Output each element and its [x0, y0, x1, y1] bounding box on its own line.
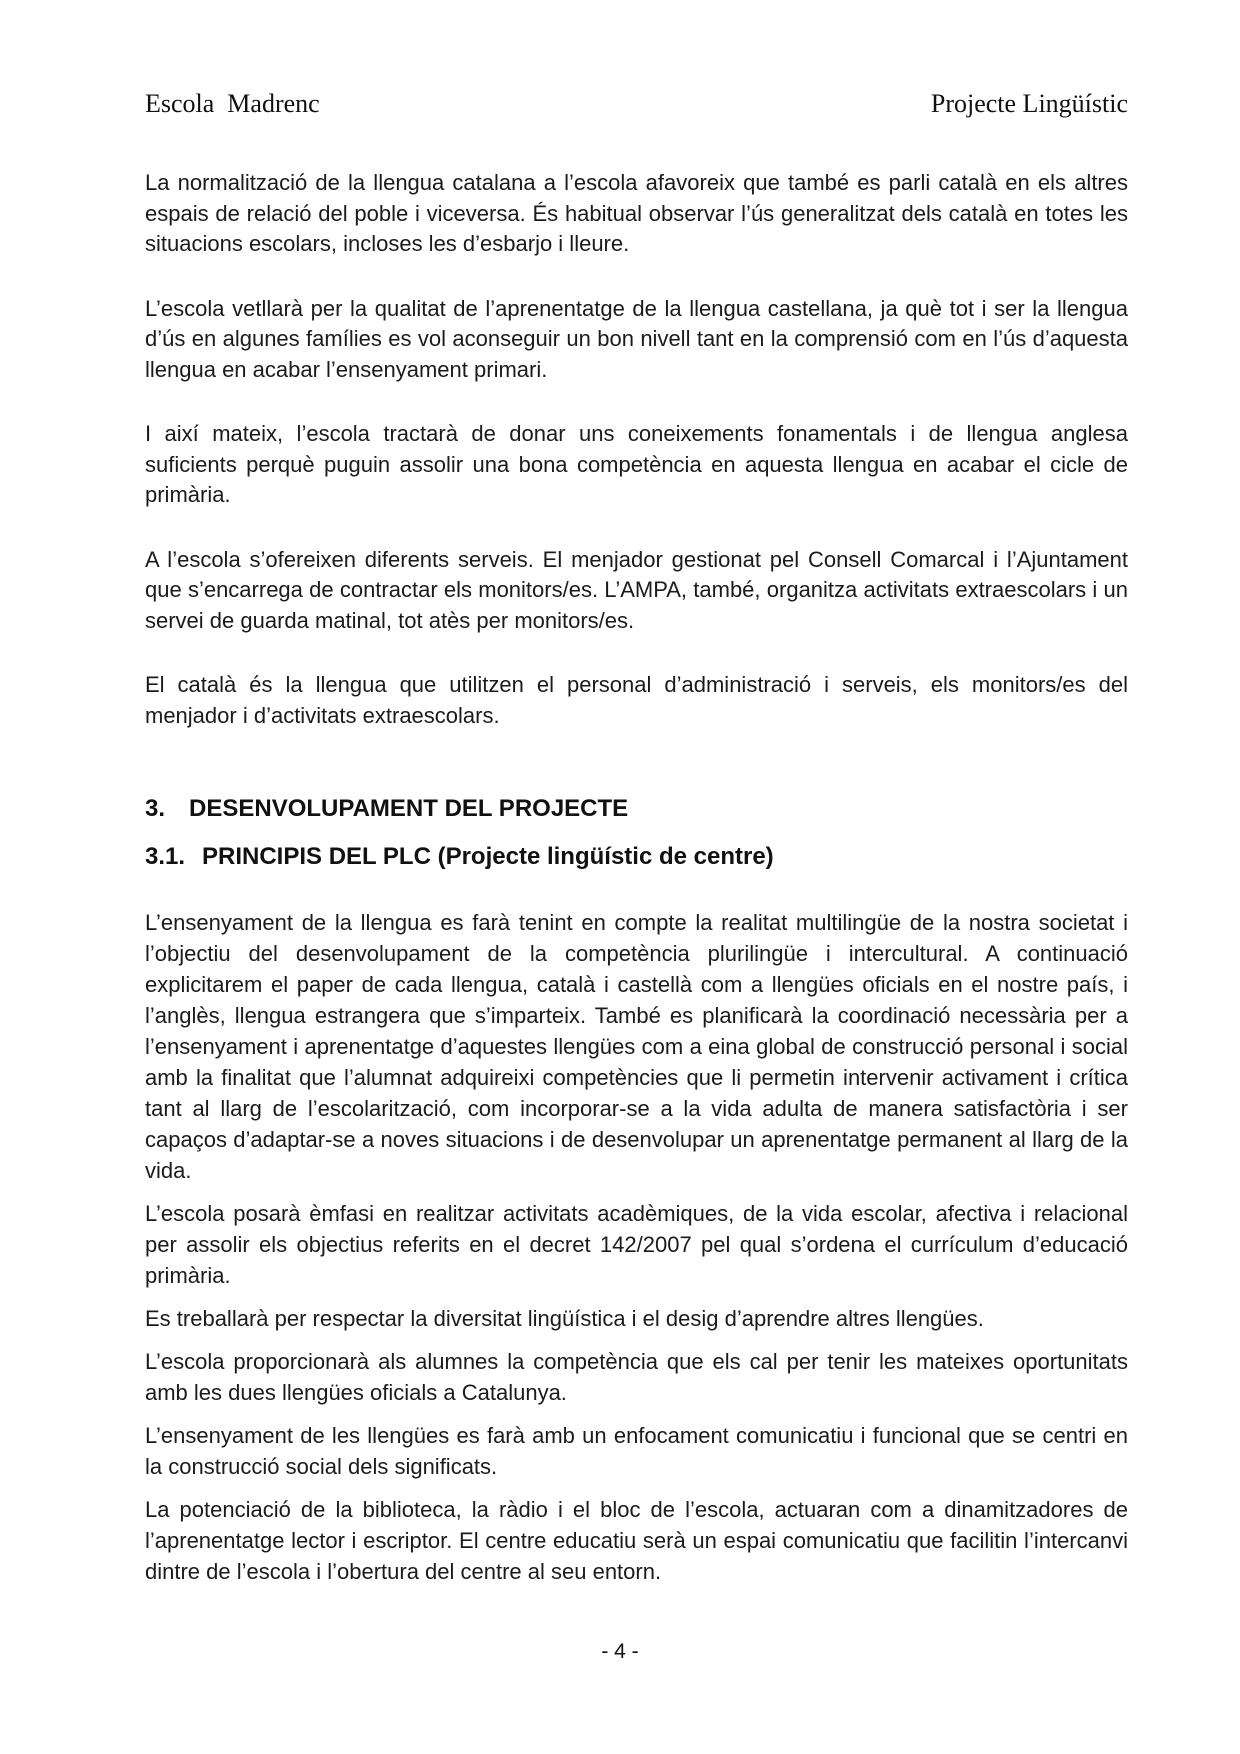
header-document-title: Projecte Lingüístic [930, 89, 1128, 118]
section-subheading [145, 843, 1128, 870]
paragraph-serveis: A l’escola s’ofereixen diferents serveis. El menjador gestionat pel Consell Comarcal i l’Ajuntament que s’encarrega de contractar els monitors/es. L’AMPA, també, organitza activitats extraescolars i un servei de guarda matinal, tot atès per monitors/es. [145, 546, 1128, 633]
section-heading [145, 795, 1128, 822]
heading-text: DESENVOLUPAMENT DEL PROJECTE [189, 795, 629, 822]
section-principles [145, 907, 1128, 1587]
section-intro [145, 168, 1128, 731]
paragraph-diversitat: Es treballarà per respectar la diversitat lingüística i el desig d’aprendre altres llengües. [145, 1306, 984, 1331]
header-school-name: Escola Madrenc [145, 89, 320, 118]
subheading-number: 3.1. [145, 843, 186, 870]
paragraph-castellana: L’escola vetllarà per la qualitat de l’aprenentatge de la llengua castellana, ja què tot i ser la llengua d’ús en algunes famílies es vol aconseguir un bon nivell tant en la comprensió com en l’ús d’aquesta llengua en acabar l’ensenyament primari. [145, 295, 1128, 382]
paragraph-emfasi-decret: L’escola posarà èmfasi en realitzar activitats acadèmiques, de la vida escolar, afectiva i relacional per assolir els objectius referits en el decret 142/2007 pel qual s’ordena el currículum d’educació primària. [145, 1201, 1128, 1288]
paragraph-anglesa: I així mateix, l’escola tractarà de donar uns coneixements fonamentals i de llengua anglesa suficients perquè puguin assolir una bona competència en aquesta llengua en acabar el cicle de primària. [145, 421, 1128, 507]
paragraph-personal: El català és la llengua que utilitzen el personal d’administració i serveis, els monitors/es del menjador i d’activitats extraescolars. [145, 672, 1128, 728]
heading-number: 3. [145, 795, 166, 822]
paragraph-biblioteca: La potenciació de la biblioteca, la ràdio i el bloc de l’escola, actuaran com a dinamitzadores de l’aprenentatge lector i escriptor. El centre educatiu serà un espai comunicatiu que facilitin l’intercanvi dintre de l’escola i l’obertura del centre al seu entorn. [145, 1497, 1128, 1584]
paragraph-ensenyament-llengua: L’ensenyament de la llengua es farà tenint en compte la realitat multilingüe de la nostra societat i l’objectiu del desenvolupament de la competència plurilingüe i intercultural. A continuació explicitarem el paper de cada llengua, català i castellà com a llengües oficials en el nostre país, i l’anglès, llengua estrangera que s’imparteix. També es planificarà la coordinació necessària per a l’ensenyament i aprenentatge d’aquestes llengües com a eina global de construcció personal i social amb la finalitat que l’alumnat adquireixi competències que li permetin intervenir activament i crítica tant al llarg de l’escolarització, com incorporar-se a la vida adulta de manera satisfactòria i ser capaços d’adaptar-se a noves situacions i de desenvolupar un aprenentatge permanent al llarg de la vida. [145, 910, 1128, 1183]
paragraph-oportunitats: L’escola proporcionarà als alumnes la competència que els cal per tenir les mateixes oportunitats amb les dues llengües oficials a Catalunya. [145, 1349, 1128, 1405]
page-footer [0, 1640, 1240, 1664]
page-header [145, 90, 1128, 118]
paragraph-enfocament: L’ensenyament de les llengües es farà amb un enfocament comunicatiu i funcional que se centri en la construcció social dels significats. [145, 1423, 1128, 1479]
document-body [145, 168, 1128, 1587]
page-number: - 4 - [601, 1640, 639, 1663]
subheading-text: PRINCIPIS DEL PLC (Projecte lingüístic de centre) [202, 843, 774, 870]
paragraph-normalitzacio: La normalització de la llengua catalana a l’escola afavoreix que també es parli català en els altres espais de relació del poble i viceversa. És habitual observar l’ús generalitzat dels català en totes les situacions escolars, incloses les d’esbarjo i lleure. [145, 170, 1128, 256]
